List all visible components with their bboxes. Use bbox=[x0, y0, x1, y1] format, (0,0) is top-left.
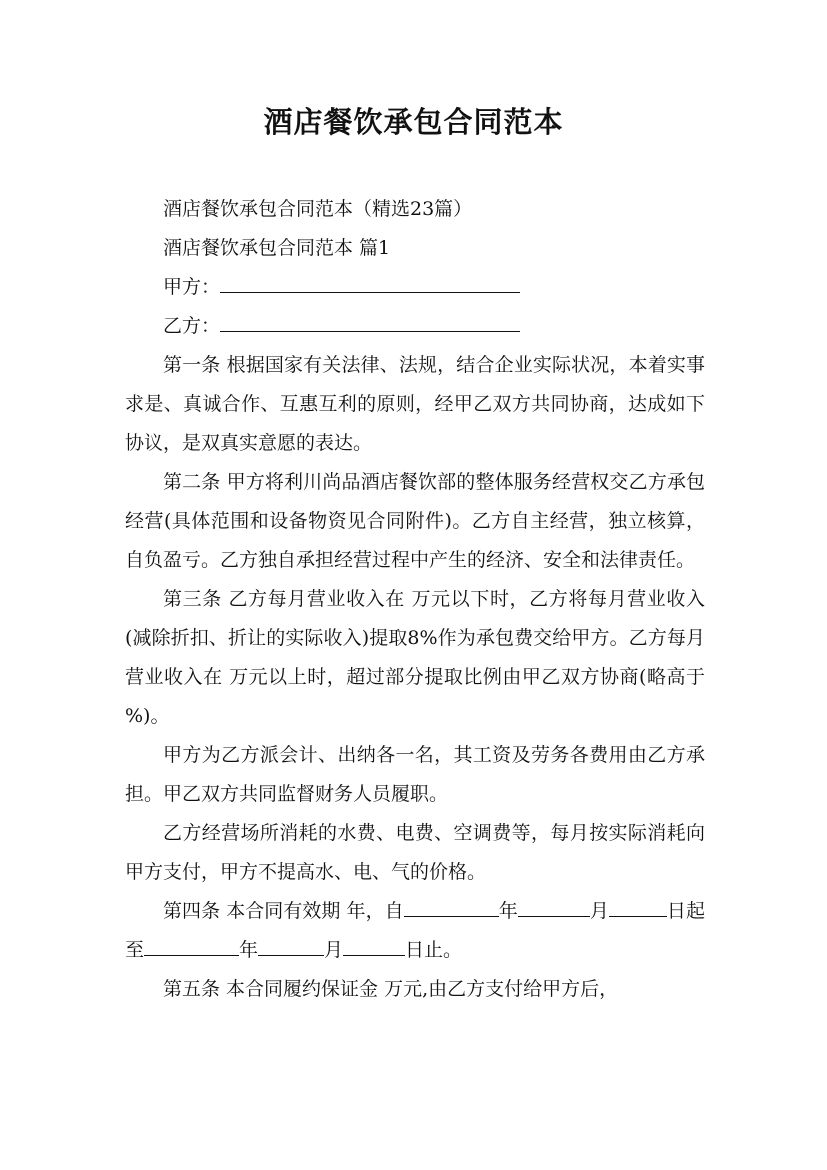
utilities-paragraph: 乙方经营场所消耗的水费、电费、空调费等，每月按实际消耗向甲方支付，甲方不提高水、电、气的价格。 bbox=[125, 822, 705, 883]
party-b-label: 乙方： bbox=[163, 315, 221, 337]
document-body bbox=[125, 190, 705, 1009]
section-heading: 酒店餐饮承包合同范本 篇1 bbox=[163, 237, 391, 259]
end-month-blank bbox=[258, 937, 324, 956]
article-5: 第五条 本合同履约保证金 万元,由乙方支付给甲方后， bbox=[163, 978, 619, 1000]
article-4 bbox=[125, 892, 705, 970]
subtitle: 酒店餐饮承包合同范本（精选23篇） bbox=[163, 198, 473, 220]
document-title: 酒店餐饮承包合同范本 bbox=[263, 105, 564, 139]
accounting-paragraph: 甲方为乙方派会计、出纳各一名，其工资及劳务各费用由乙方承担。甲乙双方共同监督财务人员履职。 bbox=[125, 744, 705, 805]
end-day-blank bbox=[343, 937, 405, 956]
article-4-lead: 第四条 本合同有效期 年，自 bbox=[163, 900, 404, 922]
article-3: 第三条 乙方每月营业收入在 万元以下时，乙方将每月营业收入(减除折扣、折让的实际收入)提取8%作为承包费交给甲方。乙方每月营业收入在 万元以上时，超过部分提取比例由甲乙双方协商(略高于 %)。 bbox=[125, 588, 705, 727]
start-year-label: 年 bbox=[498, 900, 518, 922]
end-month-label: 月 bbox=[324, 939, 344, 961]
start-month-blank bbox=[518, 898, 590, 917]
party-a-label: 甲方： bbox=[163, 276, 221, 298]
party-a-line bbox=[125, 268, 705, 307]
start-day-blank bbox=[609, 898, 667, 917]
party-a-blank bbox=[220, 274, 520, 293]
party-b-blank bbox=[220, 313, 520, 332]
end-year-blank bbox=[144, 937, 239, 956]
end-day-label: 日止。 bbox=[405, 939, 463, 961]
party-b-line bbox=[125, 307, 705, 346]
start-year-blank bbox=[404, 898, 499, 917]
start-day-label: 日起至 bbox=[125, 900, 705, 961]
article-1: 第一条 根据国家有关法律、法规，结合企业实际状况，本着实事求是、真诚合作、互惠互利的原则，经甲乙双方共同协商，达成如下协议，是双真实意愿的表达。 bbox=[125, 354, 705, 454]
start-month-label: 月 bbox=[589, 900, 609, 922]
end-year-label: 年 bbox=[239, 939, 259, 961]
article-2: 第二条 甲方将利川尚品酒店餐饮部的整体服务经营权交乙方承包经营(具体范围和设备物资见合同附件)。乙方自主经营，独立核算，自负盈亏。乙方独自承担经营过程中产生的经济、安全和法律责任。 bbox=[125, 471, 705, 571]
